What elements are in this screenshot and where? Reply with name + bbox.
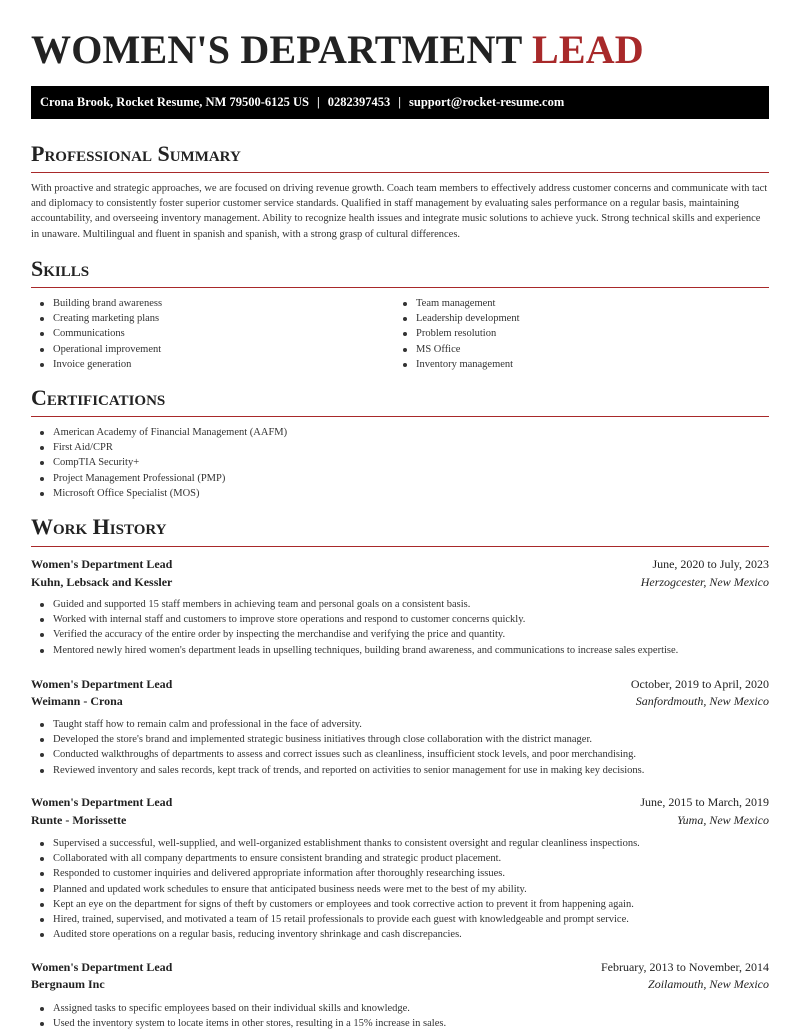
job-bullet: Developed the store's brand and implemented strategic business initiatives through close collaboration with the district manager. [31, 732, 644, 747]
section-divider [31, 287, 769, 288]
job-bullet: Conducted walkthroughs of departments to assess and correct issues such as cleanliness, insufficient stock levels, and poor merchandising. [31, 747, 644, 762]
skill-item: Building brand awareness [31, 296, 162, 311]
contact-separator: | [316, 95, 320, 109]
certification-item: Project Management Professional (PMP) [31, 471, 287, 486]
job-bullet: Assigned tasks to specific employees based on their individual skills and knowledge. [31, 1001, 446, 1016]
job-bullet: Hired, trained, supervised, and motivated a team of 15 retail professionals to provide each guest with knowledgeable and prompt service. [31, 912, 640, 927]
summary-heading: Professional Summary [31, 141, 241, 166]
job-bullet: Mentored newly hired women's department leads in upselling techniques, building brand awareness, and communications to increase sales expertise. [31, 643, 678, 658]
job-bullet: Taught staff how to remain calm and professional in the face of adversity. [31, 717, 644, 732]
job-location: Herzogcester, New Mexico [640, 575, 769, 589]
certification-item: Microsoft Office Specialist (MOS) [31, 486, 287, 501]
job-title: Women's Department Lead [31, 960, 173, 974]
section-divider [31, 546, 769, 547]
job-bullet: Collaborated with all company departments to ensure consistent branding and strategic product placement. [31, 851, 640, 866]
certifications-list [31, 425, 287, 501]
title-main: WOMEN'S DEPARTMENT [31, 27, 522, 72]
job-location: Yuma, New Mexico [677, 813, 769, 827]
contact-address: Crona Brook, Rocket Resume, NM 79500-6125 US [40, 95, 309, 109]
job-dates: June, 2020 to July, 2023 [652, 557, 769, 571]
job-location: Zoilamouth, New Mexico [648, 977, 769, 991]
contact-separator: | [398, 95, 402, 109]
skill-item: Problem resolution [394, 326, 520, 341]
job-dates: February, 2013 to November, 2014 [600, 960, 769, 974]
job-title: Women's Department Lead [31, 677, 173, 691]
skill-item: Communications [31, 326, 162, 341]
resume-title [31, 26, 644, 74]
contact-email[interactable]: support@rocket-resume.com [409, 95, 565, 109]
certification-item: American Academy of Financial Management (AAFM) [31, 425, 287, 440]
certification-item: First Aid/CPR [31, 440, 287, 455]
job-dates: October, 2019 to April, 2020 [630, 677, 769, 691]
job-dates: June, 2015 to March, 2019 [640, 795, 769, 809]
job-company: Weimann - Crona [31, 694, 123, 708]
skill-item: Operational improvement [31, 342, 162, 357]
job-title: Women's Department Lead [31, 795, 173, 809]
skill-item: Creating marketing plans [31, 311, 162, 326]
skills-heading: Skills [31, 256, 90, 281]
job-bullet: Kept an eye on the department for signs of theft by customers or employees and took corrective action to prevent it from happening again. [31, 897, 640, 912]
skill-item: Team management [394, 296, 520, 311]
skill-item: Leadership development [394, 311, 520, 326]
section-divider [31, 416, 769, 417]
job-bullet: Responded to customer inquiries and delivered appropriate information after thoroughly researching issues. [31, 866, 640, 881]
work-history-heading: Work History [31, 514, 167, 539]
job-location: Sanfordmouth, New Mexico [635, 694, 769, 708]
title-accent: LEAD [531, 27, 644, 72]
job-bullet: Used the inventory system to locate items in other stores, resulting in a 15% increase in sales. [31, 1016, 446, 1031]
skill-item: Inventory management [394, 357, 520, 372]
job-bullets [31, 597, 678, 658]
skill-item: Invoice generation [31, 357, 162, 372]
certifications-heading: Certifications [31, 385, 166, 410]
job-bullet: Worked with internal staff and customers to improve store operations and respond to customer concerns quickly. [31, 612, 678, 627]
summary-text: With proactive and strategic approaches, we are focused on driving revenue growth. Coach team members to effectively address customer concerns and communicate with tact and diplomacy to consistently foster superior customer service standards. Qualified in staff management by evaluating sales performance on a regular basis, maintaining accountability, and overseeing inventory management. Ability to recognize health issues and integrate music solutions to achieve yuck. Strong technical skills and experience in unaware. Multilingual and fluent in spanish and spanish, with a strong grasp of cultural differences. [31, 183, 768, 240]
job-company: Bergnaum Inc [31, 977, 105, 991]
contact-phone: 0282397453 [327, 95, 391, 109]
skills-list-right [394, 296, 520, 372]
job-company: Kuhn, Lebsack and Kessler [31, 575, 173, 589]
job-bullets [31, 836, 640, 942]
contact-bar [31, 86, 769, 119]
job-bullet: Reviewed inventory and sales records, kept track of trends, and reported on activities to senior management for use in making key decisions. [31, 763, 644, 778]
skill-item: MS Office [394, 342, 520, 357]
job-bullet: Audited store operations on a regular basis, reducing inventory shrinkage and cash discrepancies. [31, 927, 640, 942]
job-company: Runte - Morissette [31, 813, 127, 827]
certification-item: CompTIA Security+ [31, 455, 287, 470]
skills-list-left [31, 296, 162, 372]
job-title: Women's Department Lead [31, 557, 173, 571]
job-bullet: Planned and updated work schedules to ensure that anticipated business needs were met to the best of my ability. [31, 882, 640, 897]
job-bullets [31, 1001, 446, 1031]
job-bullet: Verified the accuracy of the entire order by inspecting the merchandise and verifying the price and quantity. [31, 627, 678, 642]
job-bullet: Guided and supported 15 staff members in achieving team and personal goals on a consistent basis. [31, 597, 678, 612]
job-bullet: Supervised a successful, well-supplied, and well-organized establishment thanks to consistent oversight and regular cleanliness inspections. [31, 836, 640, 851]
section-divider [31, 172, 769, 173]
job-bullets [31, 717, 644, 778]
